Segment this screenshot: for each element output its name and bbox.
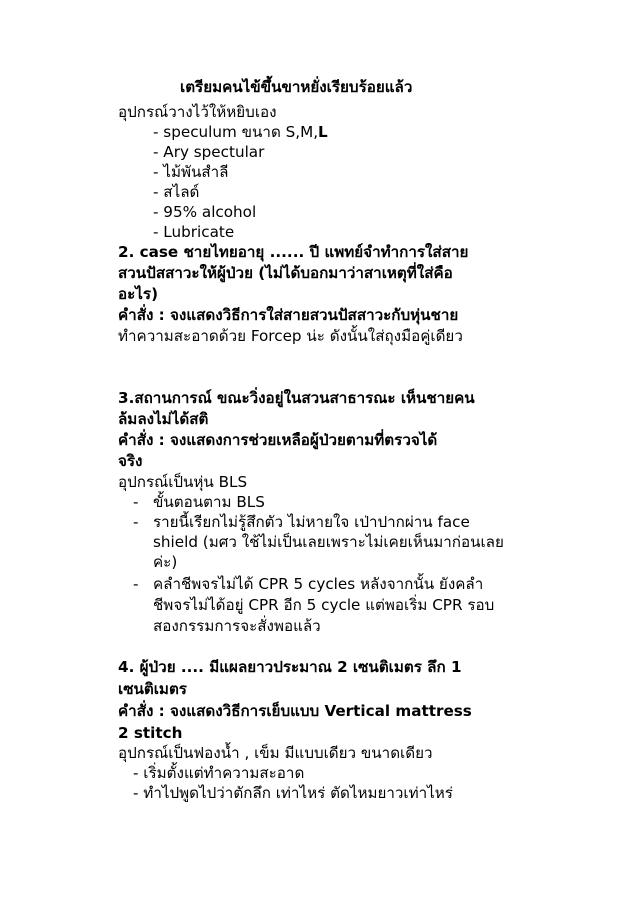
page-title: เตรียมคนไข้ขึ้นขาหยั่งเรียบร้อยแล้ว [180, 78, 413, 96]
case4-heading-line: 4. ผู้ป่วย .... มีแผลยาวประมาณ 2 เซนติเมตร ลึก 1 [118, 658, 462, 676]
equipment-item: - Ary spectular [153, 143, 265, 161]
case2-note: ทำความสะอาดด้วย Forcep น่ะ ดังนั้นใส่ถุงมือคู่เดียว [118, 327, 463, 345]
equipment-item: - speculum ขนาด S,M,L [153, 123, 328, 141]
case3-command-line: คำสั่ง : จงแสดงการช่วยเหลือผู้ป่วยตามที่ตรวจได้ [118, 431, 438, 449]
equipment-intro: อุปกรณ์วางไว้ให้หยิบเอง [118, 103, 277, 121]
case4-heading-line: เซนติเมตร [118, 680, 187, 698]
case4-command-line: คำสั่ง : จงแสดงวิธีการเย็บแบบ Vertical mattress [118, 702, 472, 720]
case4-command-line: 2 stitch [118, 724, 183, 742]
case3-heading-line: 3.สถานการณ์ ขณะวิ่งอยู่ในสวนสาธารณะ เห็นชายคน [118, 389, 475, 407]
case2-heading-line: 2. case ชายไทยอายุ ...... ปี แพทย์จำทำการใส่สาย [118, 243, 469, 261]
case4-equipment: อุปกรณ์เป็นฟองน้ำ , เข็ม มีแบบเดียว ขนาดเดียว [118, 744, 433, 762]
bullet-text: shield (มศว ใช้ไม่เป็นเลยเพราะไม่เคยเห็นมาก่อนเลย [153, 533, 504, 551]
case2-heading-line: สวนปัสสาวะให้ผู้ป่วย (ไม่ได้บอกมาว่าสาเหตุที่ใส่คือ [118, 264, 453, 282]
equipment-item: - 95% alcohol [153, 203, 257, 221]
bullet-text: - เริ่มตั้งแต่ทำความสะอาด [133, 764, 305, 782]
case3-heading-line: ล้มลงไม่ได้สติ [118, 410, 209, 428]
bullet-text: สองกรรมการจะสั่งพอแล้ว [153, 617, 321, 635]
case2-command: คำสั่ง : จงแสดงวิธีการใส่สายสวนปัสสาวะกับหุ่นชาย [118, 306, 459, 324]
bullet-text: ขั้นตอนตาม BLS [153, 493, 265, 511]
bullet-text: ค่ะ) [153, 553, 178, 571]
equipment-item: - ไม้พันสำลี [153, 163, 229, 181]
case2-heading-line: อะไร) [118, 285, 159, 303]
bullet-dash: - [133, 513, 139, 531]
bullet-text: รายนี้เรียกไม่รู้สึกตัว ไม่หายใจ เป่าปากผ่าน face [153, 513, 470, 531]
case3-equipment: อุปกรณ์เป็นหุ่น BLS [118, 473, 248, 491]
equipment-item: - Lubricate [153, 223, 235, 241]
bullet-text: ชีพจรไม่ได้อยู่ CPR อีก 5 cycle แต่พอเริ่ม CPR รอบ [153, 596, 495, 614]
bullet-text: - ทำไปพูดไปว่าตักลึก เท่าไหร่ ตัดไหมยาวเท่าไหร่ [133, 784, 453, 802]
case3-command-line: จริง [118, 452, 143, 470]
bullet-dash: - [133, 493, 139, 511]
equipment-item: - สไลด์ [153, 183, 200, 201]
bullet-dash: - [133, 575, 139, 593]
bullet-text: คลำชีพจรไม่ได้ CPR 5 cycles หลังจากนั้น ยังคลำ [153, 575, 484, 593]
